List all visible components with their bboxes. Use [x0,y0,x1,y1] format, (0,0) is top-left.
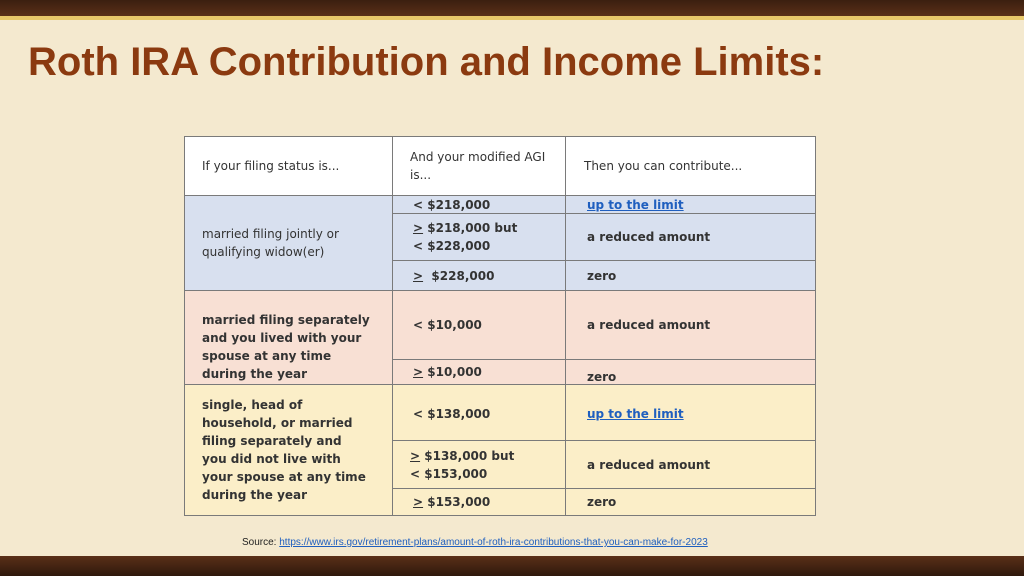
table-row: zero [565,488,816,516]
status-married-jointly: married filing jointly or qualifying widow(er) [184,195,393,291]
bottom-band [0,556,1024,576]
table-row: > $228,000 [392,260,566,291]
table-row: > $153,000 [392,488,566,516]
table-row: a reduced amount [565,290,816,360]
header-modified-agi: And your modified AGI is... [392,136,566,196]
table-row: a reduced amount [565,213,816,261]
table-row: a reduced amount [565,440,816,489]
table-row: > $10,000 [392,359,566,385]
status-single-head-of-household: single, head of household, or married filing separately and you did not live with your spouse at any time during the year [184,384,393,516]
table-row [565,384,816,441]
status-married-separately-with-spouse: married filing separately and you lived with your spouse at any time during the year [184,290,393,385]
table-row: > $138,000 but < $153,000 [392,440,566,489]
table-row: zero [565,359,816,385]
table-row: zero [565,260,816,291]
up-to-the-limit-link[interactable]: up to the limit [587,407,684,421]
source-citation: Source: https://www.irs.gov/retirement-plans/amount-of-roth-ira-contributions-that-you-can-make-for-2023 [242,537,708,548]
top-gold-stripe [0,16,1024,20]
table-row: > $218,000 but < $228,000 [392,213,566,261]
table-row: < $10,000 [392,290,566,360]
table-row: < $218,000 [392,195,566,214]
header-contribute: Then you can contribute... [565,136,816,196]
header-filing-status: If your filing status is... [184,136,393,196]
source-link[interactable]: https://www.irs.gov/retirement-plans/amount-of-roth-ira-contributions-that-you-can-make-for-2023 [279,537,708,548]
up-to-the-limit-link[interactable]: up to the limit [587,197,684,212]
slide-title: Roth IRA Contribution and Income Limits: [28,40,825,84]
table-row [565,195,816,214]
table-row: < $138,000 [392,384,566,441]
top-band [0,0,1024,16]
